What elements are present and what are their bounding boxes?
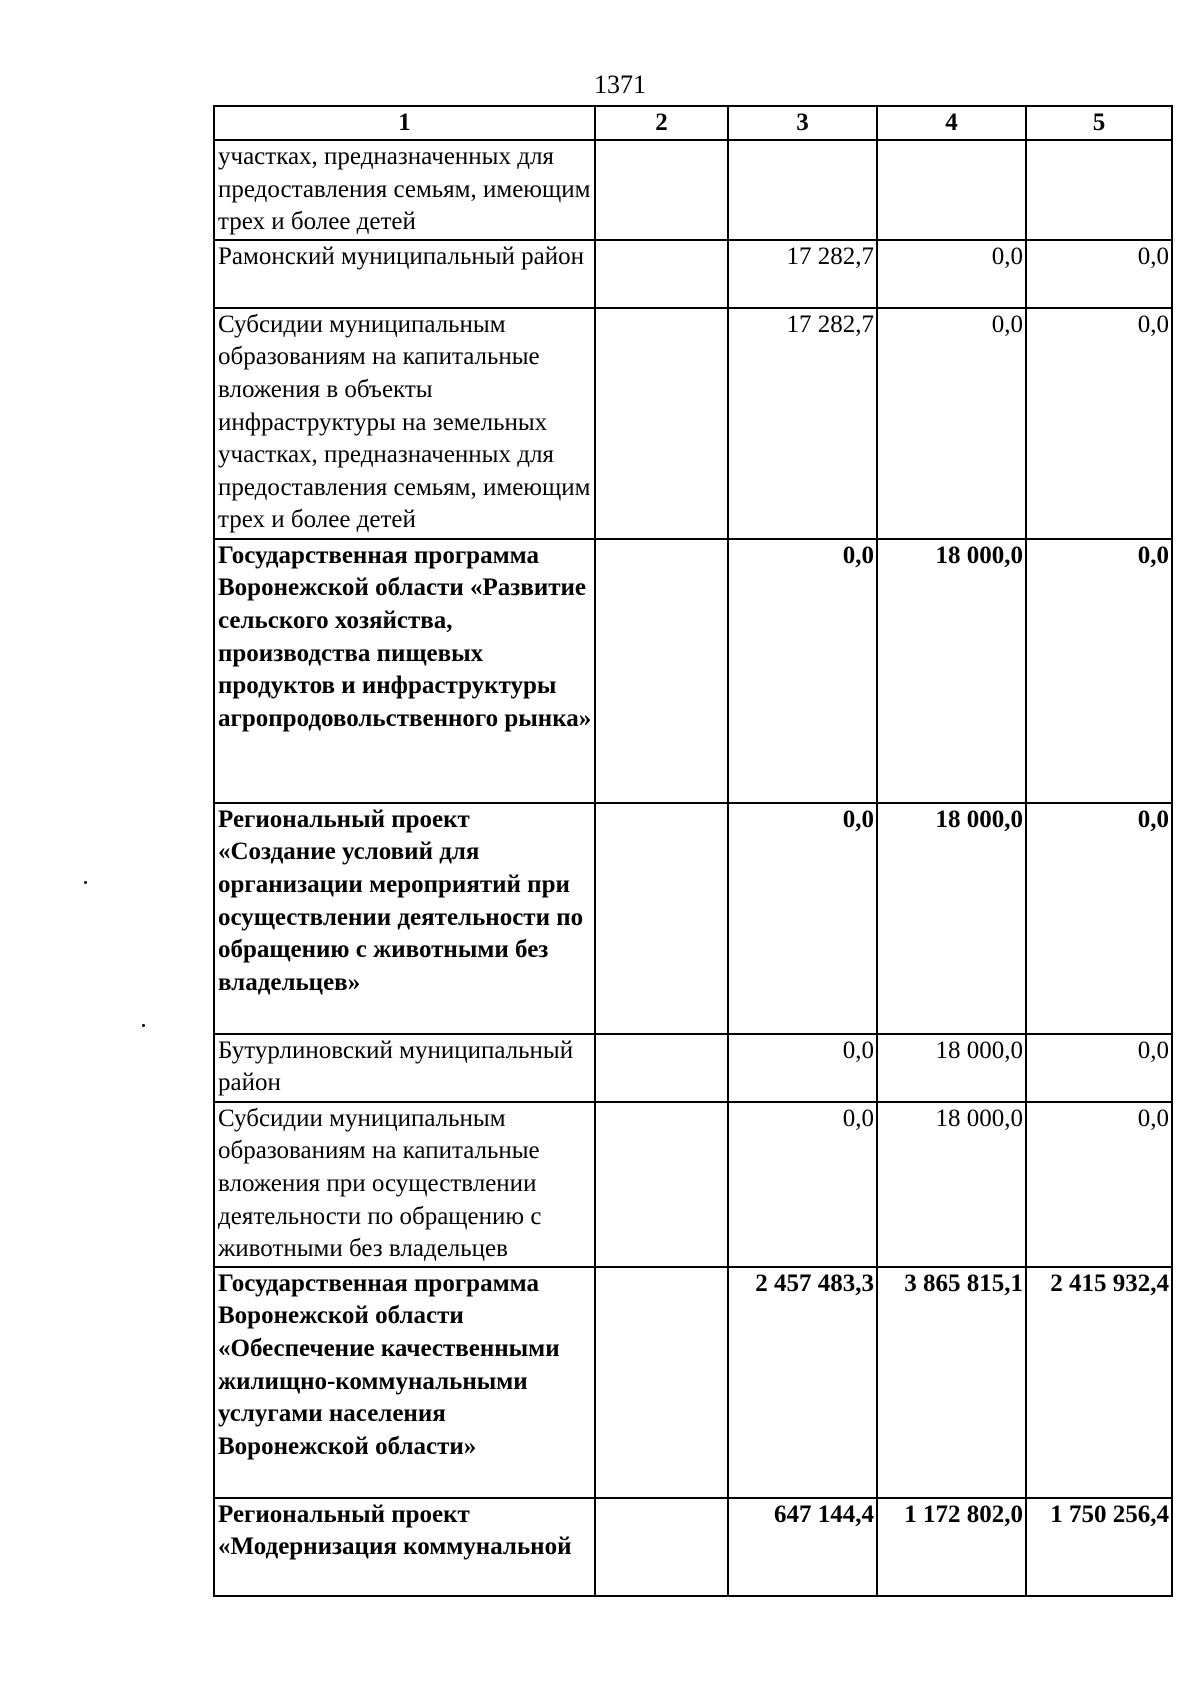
row-value-col4: 18 000,0 (877, 539, 1026, 803)
row-value-col5: 0,0 (1026, 1034, 1172, 1102)
table-row (214, 240, 1172, 308)
row-value-col2 (595, 1102, 728, 1267)
table-row (214, 140, 1172, 240)
row-value-col5 (1026, 140, 1172, 240)
row-value-col2 (595, 539, 728, 803)
row-value-col5: 0,0 (1026, 240, 1172, 308)
table-header-row (214, 106, 1172, 140)
budget-table (213, 105, 1173, 1597)
row-value-col3: 0,0 (728, 1034, 877, 1102)
row-value-col3: 647 144,4 (728, 1498, 877, 1596)
row-value-col5: 0,0 (1026, 1102, 1172, 1267)
row-value-col2 (595, 1498, 728, 1596)
row-value-col5: 0,0 (1026, 308, 1172, 539)
table-row (214, 803, 1172, 1034)
row-name: Региональный проект «Создание условий для организации мероприятий при осуществлении деятельности по обращению с животными без владельцев» (214, 803, 595, 1034)
row-name: Субсидии муниципальным образованиям на капитальные вложения при осуществлении деятельности по обращению с животными без владельцев (214, 1102, 595, 1267)
row-value-col4: 18 000,0 (877, 1102, 1026, 1267)
row-value-col3: 17 282,7 (728, 240, 877, 308)
row-value-col3: 0,0 (728, 803, 877, 1034)
column-header-1: 1 (214, 106, 595, 140)
row-name: участках, предназначенных для предоставления семьям, имеющим трех и более детей (214, 140, 595, 240)
row-value-col3 (728, 140, 877, 240)
row-value-col4: 1 172 802,0 (877, 1498, 1026, 1596)
row-value-col4 (877, 140, 1026, 240)
table-row (214, 1498, 1172, 1596)
row-name: Государственная программа Воронежской области «Обеспечение качественными жилищно-коммунальными услугами населения Воронежской области» (214, 1267, 595, 1498)
row-value-col3: 2 457 483,3 (728, 1267, 877, 1498)
row-value-col5: 2 415 932,4 (1026, 1267, 1172, 1498)
table-row (214, 1102, 1172, 1267)
row-value-col4: 0,0 (877, 308, 1026, 539)
row-value-col2 (595, 240, 728, 308)
row-name: Субсидии муниципальным образованиям на капитальные вложения в объекты инфраструктуры на земельных участках, предназначенных для предоставления семьям, имеющим трех и более детей (214, 308, 595, 539)
row-value-col2 (595, 140, 728, 240)
row-value-col3: 17 282,7 (728, 308, 877, 539)
row-value-col2 (595, 1034, 728, 1102)
column-header-3: 3 (728, 106, 877, 140)
scan-speck (142, 1024, 145, 1027)
column-header-5: 5 (1026, 106, 1172, 140)
row-value-col2 (595, 308, 728, 539)
row-value-col3: 0,0 (728, 1102, 877, 1267)
row-value-col5: 0,0 (1026, 803, 1172, 1034)
row-value-col4: 0,0 (877, 240, 1026, 308)
column-header-2: 2 (595, 106, 728, 140)
table-row (214, 1034, 1172, 1102)
table-row (214, 539, 1172, 803)
row-value-col4: 3 865 815,1 (877, 1267, 1026, 1498)
row-value-col5: 0,0 (1026, 539, 1172, 803)
scan-speck (84, 881, 87, 884)
row-name: Бутурлиновский муниципальный район (214, 1034, 595, 1102)
row-value-col4: 18 000,0 (877, 1034, 1026, 1102)
row-name: Рамонский муниципальный район (214, 240, 595, 308)
page-number: 1371 (594, 70, 646, 99)
row-name: Государственная программа Воронежской области «Развитие сельского хозяйства, производства пищевых продуктов и инфраструктуры агропродовольственного рынка» (214, 539, 595, 803)
row-value-col3: 0,0 (728, 539, 877, 803)
row-name: Региональный проект «Модернизация коммунальной (214, 1498, 595, 1596)
row-value-col4: 18 000,0 (877, 803, 1026, 1034)
table-row (214, 1267, 1172, 1498)
table-row (214, 308, 1172, 539)
row-value-col2 (595, 803, 728, 1034)
column-header-4: 4 (877, 106, 1026, 140)
row-value-col2 (595, 1267, 728, 1498)
row-value-col5: 1 750 256,4 (1026, 1498, 1172, 1596)
